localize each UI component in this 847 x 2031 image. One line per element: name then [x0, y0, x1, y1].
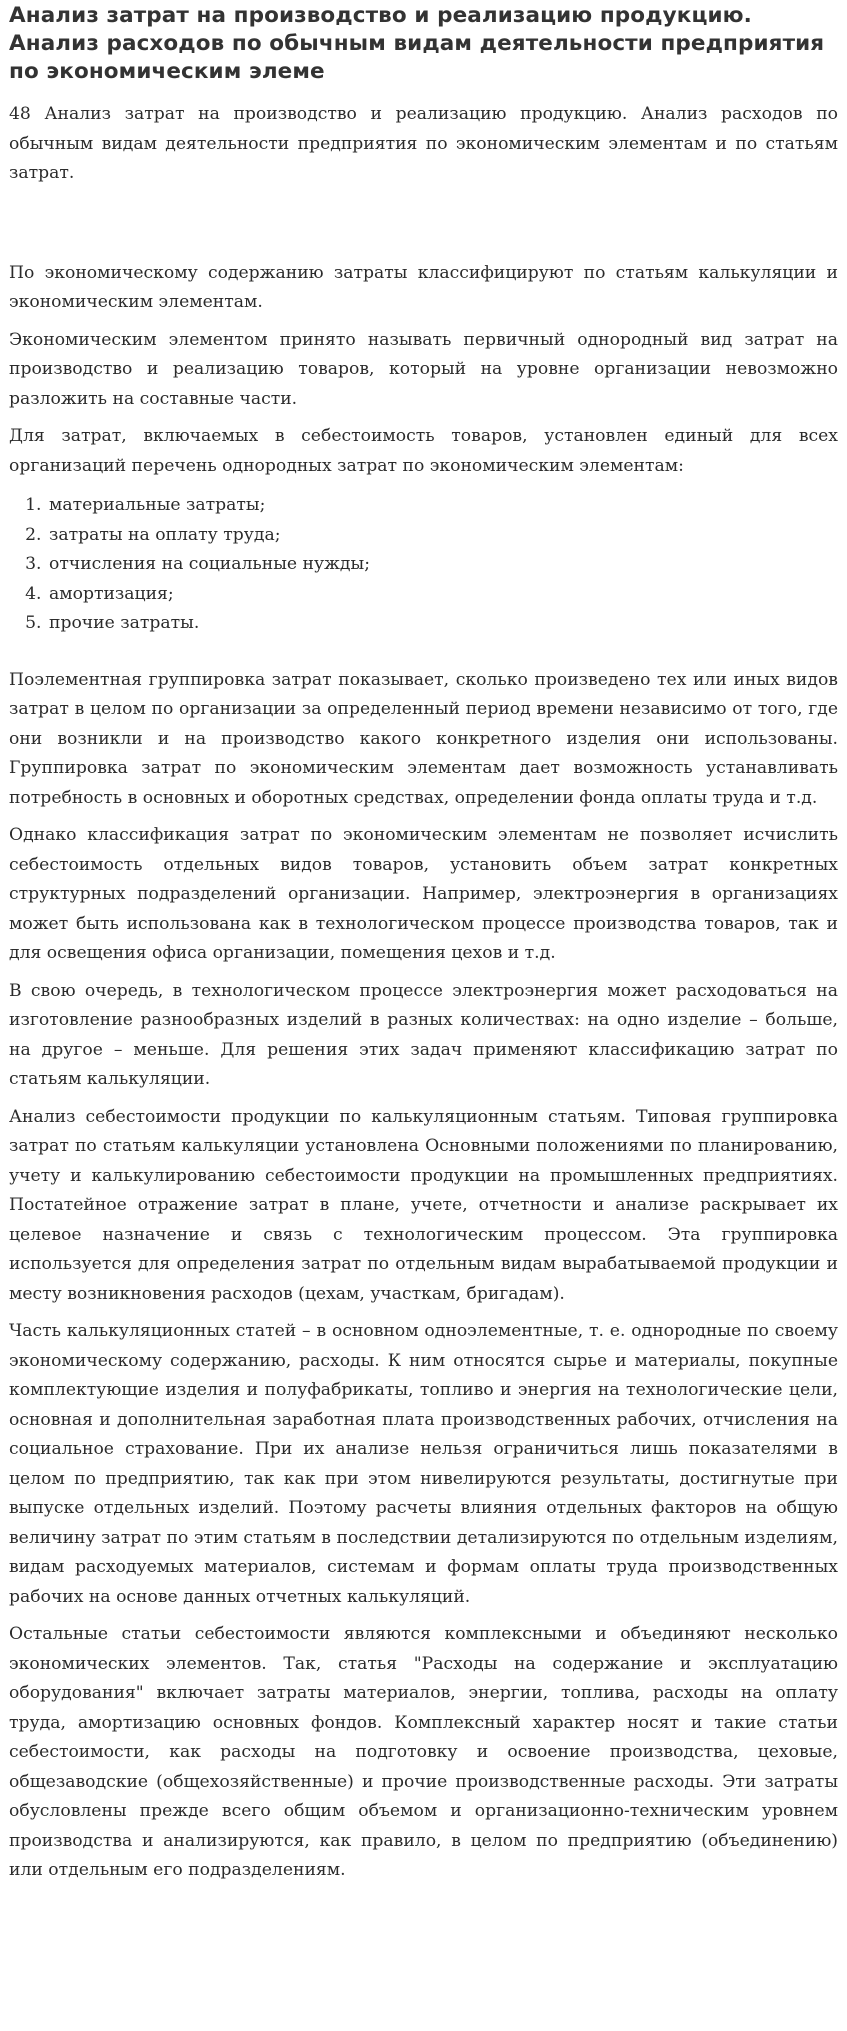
list-item: 3. отчисления на социальные нужды; — [47, 550, 838, 580]
paragraph-classification: По экономическому содержанию затраты классифицируют по статьям калькуляции и экономическим элементам. — [9, 262, 838, 312]
list-item: 5. прочие затраты. — [47, 609, 838, 639]
paragraph-economic-element: Экономическим элементом принято называть первичный однородный вид затрат на производство и реализацию товаров, который на уровне организации невозможно разложить на составные части. — [9, 329, 838, 409]
list-item: 1. материальные затраты; — [47, 491, 838, 521]
paragraph-costing-items-analysis: Анализ себестоимости продукции по калькуляционным статьям. Типовая группировка затрат по статьям калькуляции установлена Основными положениями по планированию, учету и калькулированию себестоимости продукции на промышленных предприятиях. Постатейное отражение затрат в плане, учете, отчетности и анализе раскрывает их целевое назначение и связь с технологическим процессом. Эта группировка используется для определения затрат по отдельным видам вырабатываемой продукции и месту возникновения расходов (цехам, участкам, бригадам). — [9, 1106, 838, 1304]
list-item: 4. амортизация; — [47, 580, 838, 610]
article-title: Анализ затрат на производство и реализацию продукцию. Анализ расходов по обычным видам деятельности предприятия по экономическим элеме — [9, 3, 825, 84]
paragraph-complex-items: Остальные статьи себестоимости являются комплексными и объединяют несколько экономических элементов. Так, статья "Расходы на содержание и эксплуатацию оборудования" включает затраты материалов, энергии, топлива, расходы на оплату труда, амортизацию основных фондов. Комплексный характер носят и такие статьи себестоимости, как расходы на подготовку и освоение производства, цеховые, общезаводские (общехозяйственные) и прочие производственные расходы. Эти затраты обусловлены прежде всего общим объемом и организационно-техническим уровнем производства и анализируются, как правило, в целом по предприятию (объединению) или отдельным его подразделениям. — [9, 1624, 838, 1880]
paragraph-element-grouping: Поэлементная группировка затрат показывает, сколько произведено тех или иных видов затрат в целом по организации за определенный период времени независимо от того, где они возникли и на производство какого конкретного изделия они использованы. Группировка затрат по экономическим элементам дает возможность устанавливать потребность в основных и оборотных средствах, определении фонда оплаты труда и т.д. — [9, 669, 838, 808]
paragraph-single-element-items: Часть калькуляционных статей – в основном одноэлементные, т. е. однородные по своему экономическому содержанию, расходы. К ним относятся сырье и материалы, покупные комплектующие изделия и полуфабрикаты, топливо и энергия на технологические цели, основная и дополнительная заработная плата производственных рабочих, отчисления на социальное страхование. При их анализе нельзя ограничиться лишь показателями в целом по предприятию, так как при этом нивелируются результаты, достигнутые при выпуске отдельных изделий. Поэтому расчеты влияния отдельных факторов на общую величину затрат по этим статьям в последствии детализируются по отдельным изделиям, видам расходуемых материалов, системам и формам оплаты труда производственных рабочих на основе данных отчетных калькуляций. — [9, 1321, 838, 1607]
article-intro: 48 Анализ затрат на производство и реализацию продукцию. Анализ расходов по обычным видам деятельности предприятия по экономическим элементам и по статьям затрат. — [9, 104, 838, 183]
paragraph-limitations: Однако классификация затрат по экономическим элементам не позволяет исчислить себестоимость отдельных видов товаров, установить объем затрат конкретных структурных подразделений организации. Например, электроэнергия в организациях может быть использована как в технологическом процессе производства товаров, так и для освещения офиса организации, помещения цехов и т.д. — [9, 825, 838, 963]
economic-elements-list — [9, 491, 838, 639]
list-item: 2. затраты на оплату труда; — [47, 521, 838, 551]
paragraph-electricity: В свою очередь, в технологическом процессе электроэнергия может расходоваться на изготовление разнообразных изделий в разных количествах: на одно изделие – больше, на другое – меньше. Для решения этих задач применяют классификацию затрат по статьям калькуляции. — [9, 980, 838, 1089]
paragraph-element-list-intro: Для затрат, включаемых в себестоимость товаров, установлен единый для всех организаций перечень однородных затрат по экономическим элементам: — [9, 426, 838, 476]
